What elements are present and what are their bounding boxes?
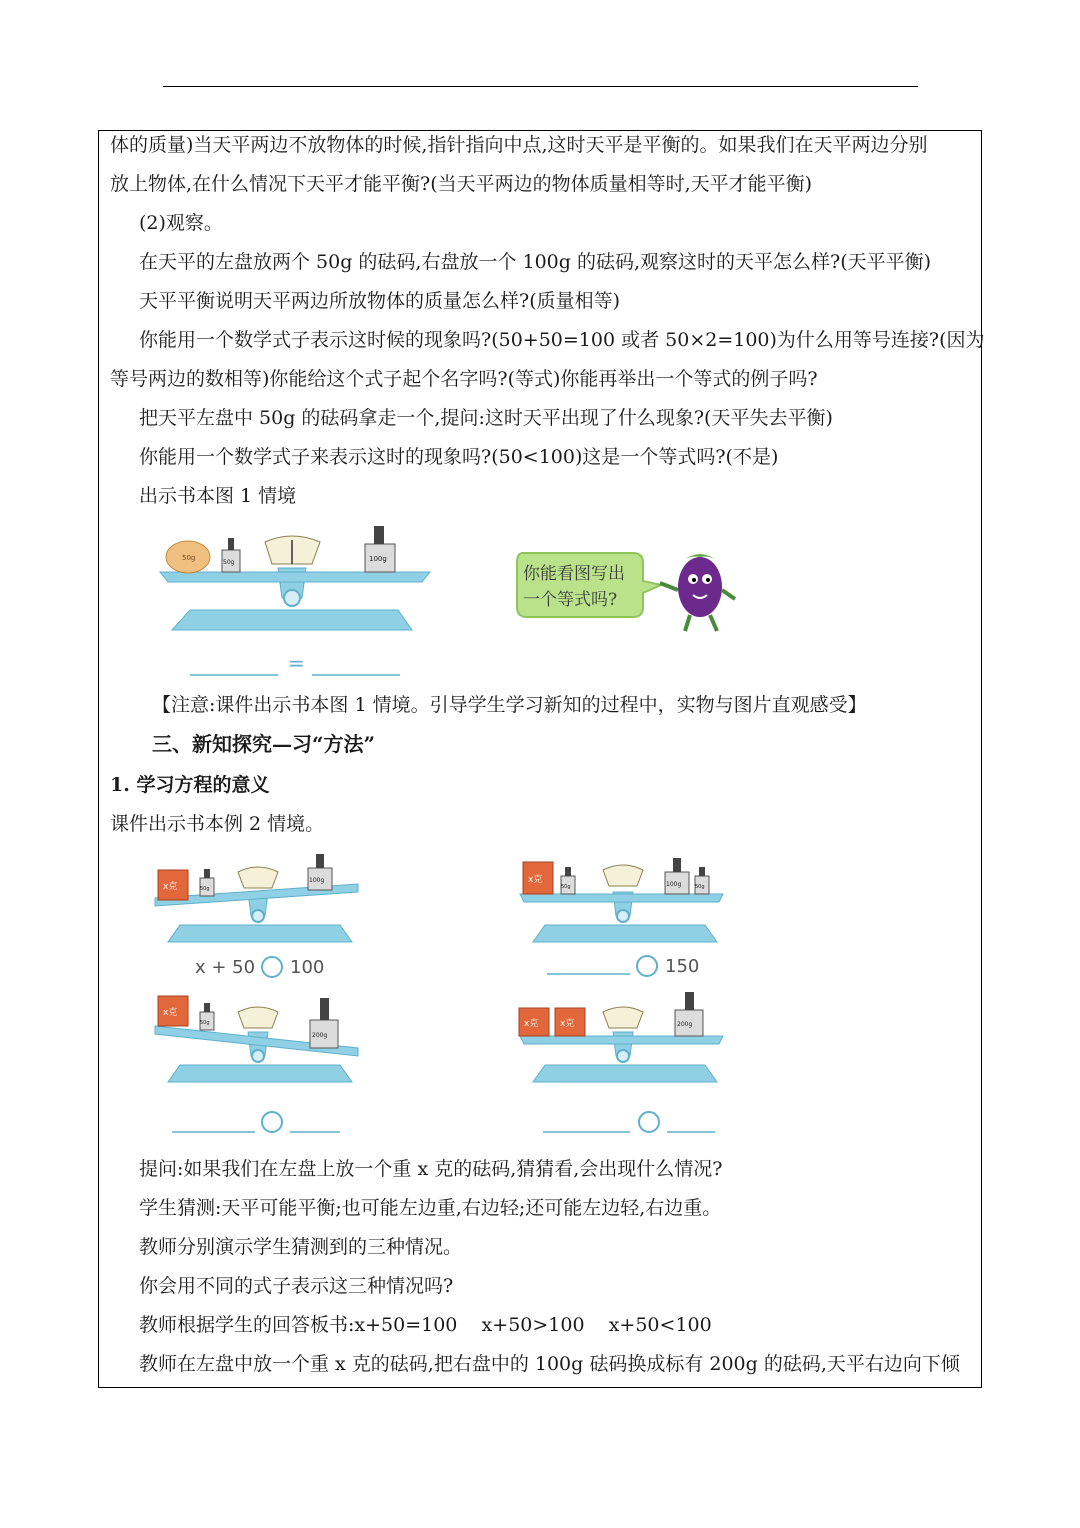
example2-scale4 [515, 990, 735, 1140]
paragraph: 提问:如果我们在左盘上放一个重 x 克的砝码,猜猜看,会出现什么情况? [139, 1158, 723, 1180]
example2-scale1 [150, 850, 370, 980]
section-heading: 三、新知探究—习“方法” [152, 732, 376, 756]
paragraph: 你能用一个数学式子表示这时候的现象吗?(50+50=100 或者 50×2=100)为什么用等号连接?(因为 [139, 329, 985, 351]
paragraph: 课件出示书本例 2 情境。 [110, 813, 325, 835]
weight-label: 100g [309, 877, 325, 884]
figure1-speech [505, 535, 745, 640]
box-label: x克 [528, 875, 543, 885]
weight-label: 200g [312, 1032, 328, 1039]
caption-left: x + 50 [195, 957, 256, 978]
egg-label: 50g [182, 554, 196, 562]
paragraph: 在天平的左盘放两个 50g 的砝码,右盘放一个 100g 的砝码,观察这时的天平怎么样?(天平平衡) [139, 251, 932, 273]
weight-label: 50g [561, 884, 571, 890]
box-label: x克 [163, 882, 178, 892]
caption-right: 150 [665, 956, 700, 977]
box-label: x克 [560, 1019, 575, 1029]
paragraph: 教师在左盘中放一个重 x 克的砝码,把右盘中的 100g 砝码换成标有 200g 的砝码,天平右边向下倾 [139, 1353, 960, 1375]
paragraph: 等号两边的数相等)你能给这个式子起个名字吗?(等式)你能再举出一个等式的例子吗? [110, 368, 818, 390]
paragraph: 天平平衡说明天平两边所放物体的质量怎么样?(质量相等) [139, 290, 621, 312]
paragraph: 体的质量)当天平两边不放物体的时候,指针指向中点,这时天平是平衡的。如果我们在天平两边分别 [110, 134, 928, 156]
weight-label: 50g [200, 886, 210, 892]
header-rule [163, 86, 918, 87]
example2-scale2 [515, 850, 735, 980]
left-weight-label: 50g [223, 559, 235, 566]
paragraph: 放上物体,在什么情况下天平才能平衡?(当天平两边的物体质量相等时,天平才能平衡) [110, 173, 813, 195]
paragraph: 学生猜测:天平可能平衡;也可能左边重,右边轻;还可能左边轻,右边重。 [139, 1197, 722, 1219]
paragraph: 把天平左盘中 50g 的砝码拿走一个,提问:这时天平出现了什么现象?(天平失去平衡) [139, 407, 833, 429]
compare-circle [639, 1112, 659, 1132]
paragraph: 教师根据学生的回答板书:x+50=100 x+50>100 x+50<100 [139, 1314, 712, 1336]
compare-circle [262, 957, 282, 977]
weight-label: 50g [695, 884, 705, 890]
compare-circle [637, 956, 657, 976]
weight-label: 200g [677, 1021, 693, 1028]
note: 【注意:课件出示书本图 1 情境。引导学生学习新知的过程中，实物与图片直观感受】 [152, 694, 867, 716]
example2-scale3 [150, 990, 370, 1140]
speech-line2: 一个等式吗? [523, 590, 618, 610]
scale-base [172, 610, 412, 630]
paragraph: 你会用不同的式子表示这三种情况吗? [139, 1275, 454, 1297]
paragraph: (2)观察。 [139, 212, 223, 234]
box-label: x克 [163, 1008, 178, 1018]
subsection-heading: 1. 学习方程的意义 [110, 774, 270, 796]
paragraph: 出示书本图 1 情境 [139, 485, 297, 507]
paragraph: 教师分别演示学生猜测到的三种情况。 [139, 1236, 463, 1258]
weight-label: 100g [666, 881, 682, 888]
scale-beam [160, 572, 430, 582]
scale-pivot [284, 590, 300, 606]
caption-right: 100 [290, 957, 325, 978]
speech-line1: 你能看图写出 [523, 564, 625, 584]
compare-circle [262, 1112, 282, 1132]
weight-label: 50g [200, 1020, 210, 1026]
right-weight-label: 100g [369, 555, 387, 563]
box-label: x克 [524, 1019, 539, 1029]
equals-sign: = [288, 651, 305, 675]
eggplant-icon [678, 557, 722, 617]
paragraph: 你能用一个数学式子来表示这时的现象吗?(50<100)这是一个等式吗?(不是) [139, 446, 779, 468]
figure1-scale [150, 520, 440, 680]
